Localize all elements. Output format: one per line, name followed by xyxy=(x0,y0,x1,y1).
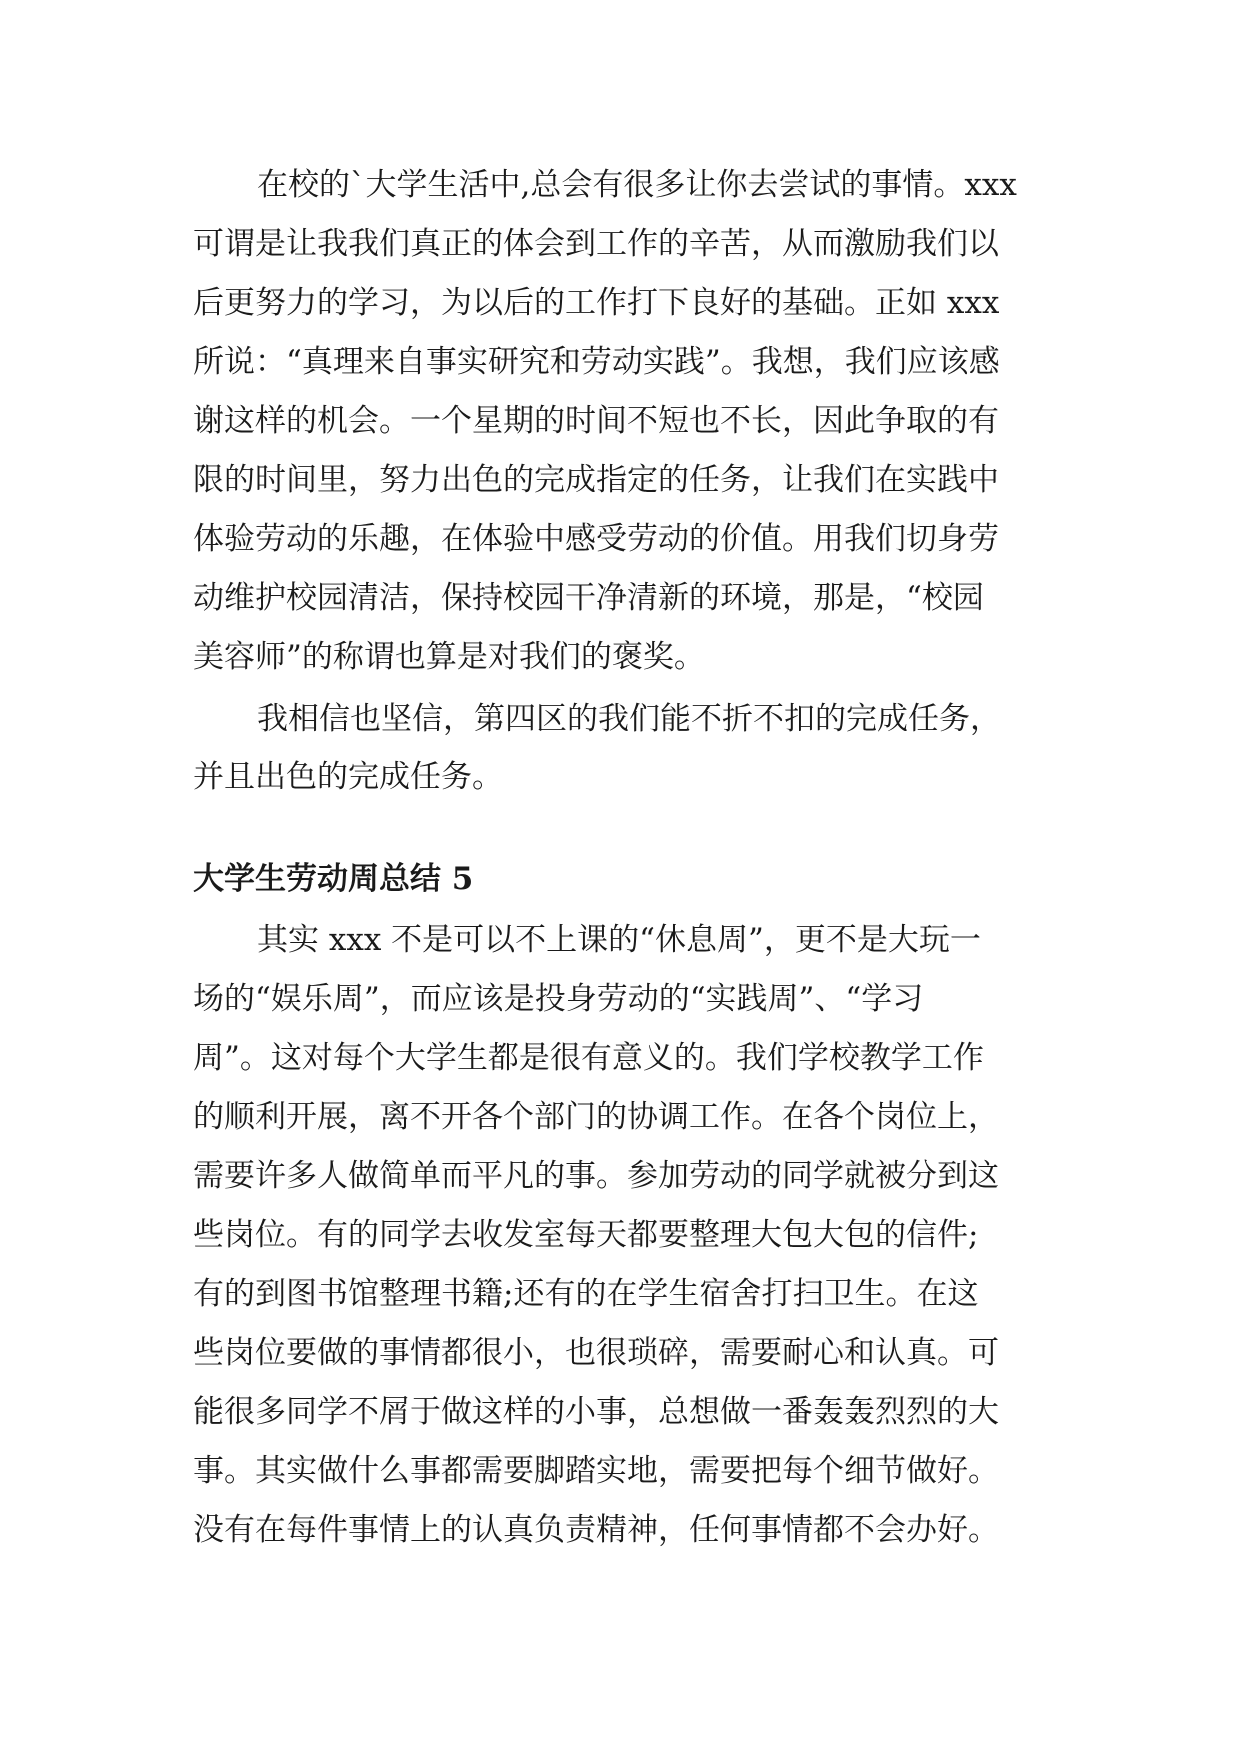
paragraph-line: 限的时间里，努力出色的完成指定的任务，让我们在实践中 xyxy=(193,462,999,498)
paragraph-line: 有的到图书馆整理书籍;还有的在学生宿舍打扫卫生。在这 xyxy=(193,1276,979,1312)
paragraph-line: 谢这样的机会。一个星期的时间不短也不长，因此争取的有 xyxy=(193,403,999,439)
paragraph-line: 后更努力的学习，为以后的工作打下良好的基础。正如 xxx xyxy=(193,285,1000,321)
paragraph-line: 在校的`大学生活中,总会有很多让你去尝试的事情。xxx xyxy=(257,167,1017,203)
paragraph-line: 动维护校园清洁，保持校园干净清新的环境，那是，“校园 xyxy=(193,580,984,616)
paragraph-line: 没有在每件事情上的认真负责精神，任何事情都不会办好。 xyxy=(193,1512,999,1548)
paragraph-line: 些岗位。有的同学去收发室每天都要整理大包大包的信件; xyxy=(193,1217,979,1253)
paragraph-line: 可谓是让我我们真正的体会到工作的辛苦，从而激励我们以 xyxy=(193,226,999,262)
paragraph-line: 事。其实做什么事都需要脚踏实地，需要把每个细节做好。 xyxy=(193,1453,999,1489)
paragraph-line: 场的“娱乐周”，而应该是投身劳动的“实践周”、“学习 xyxy=(193,981,924,1017)
section-heading: 大学生劳动周总结 5 xyxy=(193,861,474,897)
paragraph-line: 我相信也坚信，第四区的我们能不折不扣的完成任务， xyxy=(257,701,1001,737)
paragraph-line: 的顺利开展，离不开各个部门的协调工作。在各个岗位上， xyxy=(193,1099,999,1135)
paragraph-line: 能很多同学不屑于做这样的小事，总想做一番轰轰烈烈的大 xyxy=(193,1394,999,1430)
paragraph-line: 周”。这对每个大学生都是很有意义的。我们学校教学工作 xyxy=(193,1040,984,1076)
paragraph-line: 需要许多人做简单而平凡的事。参加劳动的同学就被分到这 xyxy=(193,1158,999,1194)
paragraph-line: 些岗位要做的事情都很小，也很琐碎，需要耐心和认真。可 xyxy=(193,1335,999,1371)
paragraph-line: 其实 xxx 不是可以不上课的“休息周”，更不是大玩一 xyxy=(257,922,981,958)
paragraph-line: 体验劳动的乐趣，在体验中感受劳动的价值。用我们切身劳 xyxy=(193,521,999,557)
paragraph-line: 所说：“真理来自事实研究和劳动实践”。我想，我们应该感 xyxy=(193,344,1000,380)
paragraph-line: 并且出色的完成任务。 xyxy=(193,759,503,795)
paragraph-line: 美容师”的称谓也算是对我们的褒奖。 xyxy=(193,639,705,675)
